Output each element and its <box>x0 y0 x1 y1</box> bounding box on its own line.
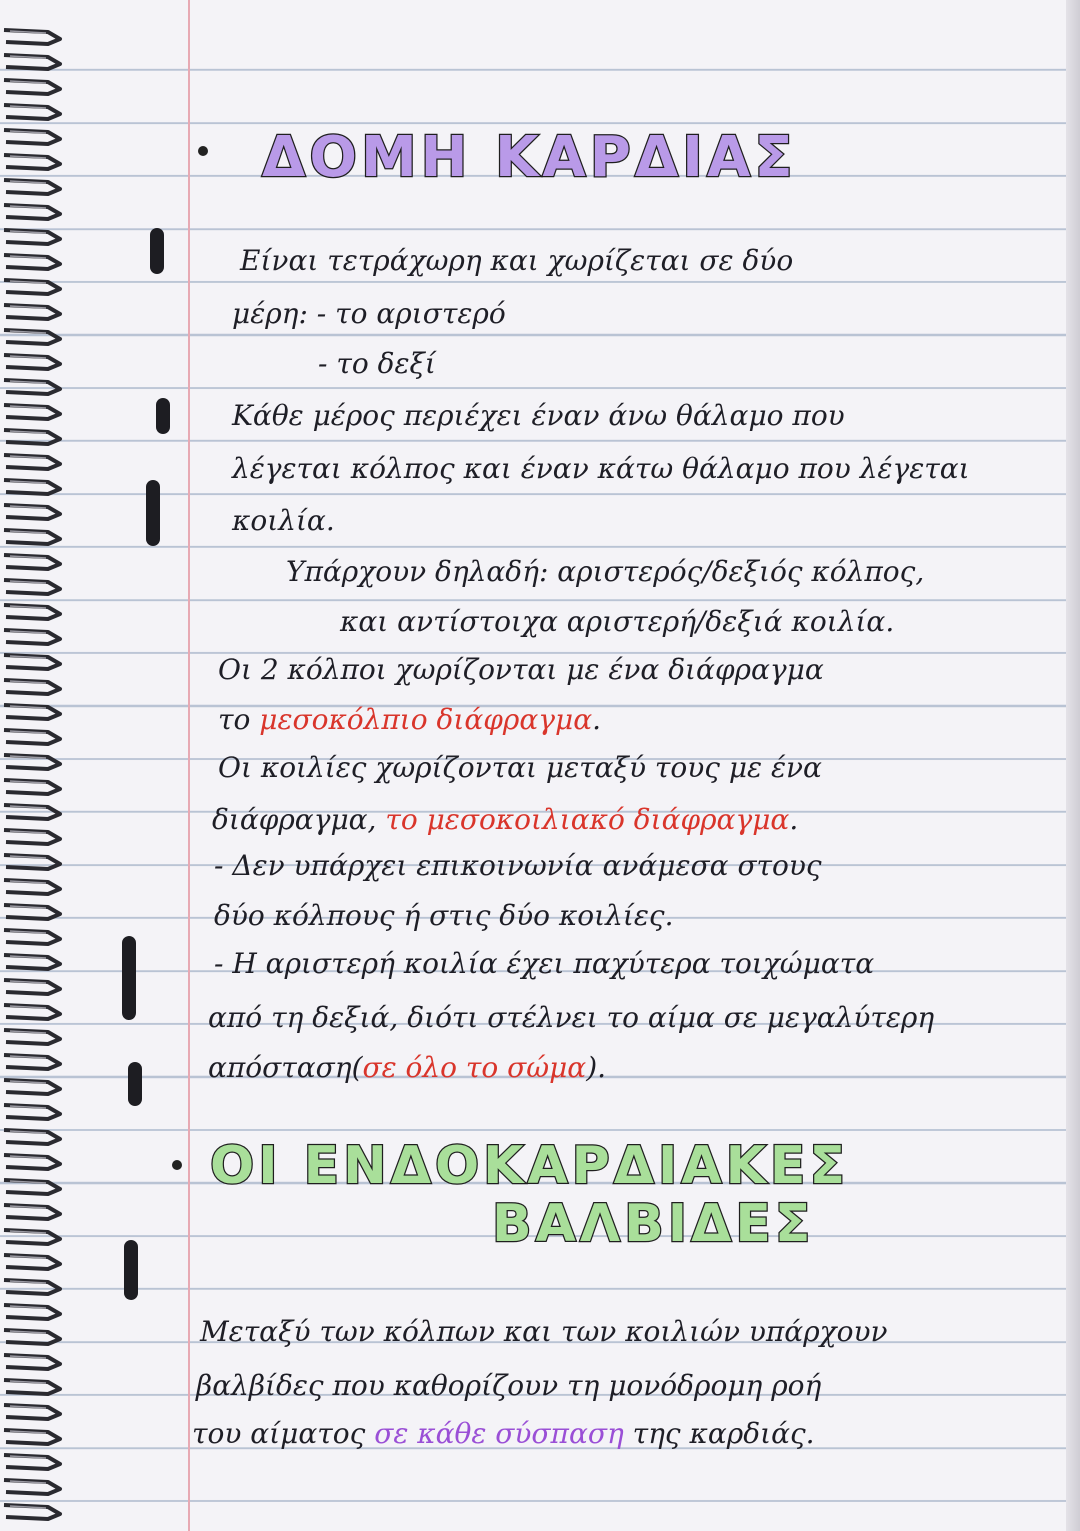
punch-hole <box>150 228 164 274</box>
spiral-ring <box>4 580 60 594</box>
text-line: κοιλία. <box>232 504 335 537</box>
spiral-ring <box>4 505 60 519</box>
text-line-septum-2 <box>212 803 799 836</box>
text-prefix: το <box>218 703 260 736</box>
text-suffix: ). <box>586 1051 607 1084</box>
text-line: Μεταξύ των κόλπων και των κοιλιών υπάρχουν <box>200 1315 888 1348</box>
text-line: βαλβίδες που καθορίζουν τη μονόδρομη ροή <box>196 1369 822 1402</box>
spiral-ring <box>4 1230 60 1244</box>
text-line: μέρη: - το αριστερό <box>232 297 506 330</box>
margin-line <box>188 0 190 1531</box>
text-line: από τη δεξιά, διότι στέλνει το αίμα σε μεγαλύτερη <box>208 1001 935 1034</box>
spiral-ring <box>4 930 60 944</box>
spiral-ring <box>4 1055 60 1069</box>
text-line: Οι κοιλίες χωρίζονται μεταξύ τους με ένα <box>218 751 822 784</box>
punch-hole <box>128 1062 142 1106</box>
highlight-interventricular-septum: το μεσοκοιλιακό διάφραγμα <box>385 803 790 836</box>
spiral-ring <box>4 780 60 794</box>
spiral-ring <box>4 480 60 494</box>
text-prefix: απόσταση( <box>208 1051 363 1084</box>
spiral-ring <box>4 1455 60 1469</box>
spiral-ring <box>4 1330 60 1344</box>
spiral-ring <box>4 730 60 744</box>
text-line-distance <box>208 1051 607 1084</box>
spiral-ring <box>4 1255 60 1269</box>
spiral-ring <box>4 230 60 244</box>
spiral-ring <box>4 880 60 894</box>
text-prefix: του αίματος <box>192 1417 375 1450</box>
punch-hole <box>146 480 160 546</box>
spiral-ring <box>4 1005 60 1019</box>
spiral-ring <box>4 1205 60 1219</box>
text-suffix: . <box>592 703 602 736</box>
spiral-ring <box>4 1380 60 1394</box>
text-line: δύο κόλπους ή στις δύο κοιλίες. <box>214 899 674 932</box>
spiral-ring <box>4 380 60 394</box>
spiral-ring <box>4 1030 60 1044</box>
text-line: Κάθε μέρος περιέχει έναν άνω θάλαμο που <box>232 399 845 432</box>
spiral-ring <box>4 105 60 119</box>
spiral-ring <box>4 680 60 694</box>
spiral-ring <box>4 1280 60 1294</box>
text-line: - Η αριστερή κοιλία έχει παχύτερα τοιχώματα <box>214 947 875 980</box>
spiral-ring <box>4 330 60 344</box>
text-prefix: διάφραγμα, <box>212 803 386 836</box>
spiral-ring <box>4 455 60 469</box>
heading-valves-line1: ΟΙ ΕΝΔΟΚΑΡΔΙΑΚΕΣ <box>210 1136 849 1196</box>
text-line: λέγεται κόλπος και έναν κάτω θάλαμο που λέγεται <box>232 452 970 485</box>
bullet-dot <box>198 146 208 156</box>
text-line: - Δεν υπάρχει επικοινωνία ανάμεσα στους <box>214 849 822 882</box>
spiral-ring <box>4 55 60 69</box>
spiral-ring <box>4 805 60 819</box>
spiral-ring <box>4 80 60 94</box>
spiral-ring <box>4 130 60 144</box>
spiral-rings-icon <box>0 0 80 1531</box>
spiral-ring <box>4 205 60 219</box>
heading-valves-line2: ΒΑΛΒΙΔΕΣ <box>492 1194 815 1254</box>
punch-hole <box>122 936 136 1020</box>
spiral-ring <box>4 1355 60 1369</box>
spiral-ring <box>4 980 60 994</box>
spiral-ring <box>4 655 60 669</box>
highlight-whole-body: σε όλο το σώμα <box>362 1051 587 1084</box>
text-suffix: . <box>789 803 799 836</box>
spiral-ring <box>4 280 60 294</box>
spiral-ring <box>4 1130 60 1144</box>
spiral-ring <box>4 855 60 869</box>
spiral-ring <box>4 355 60 369</box>
spiral-ring <box>4 1155 60 1169</box>
heading-heart-structure: ΔΟΜΗ ΚΑΡΔΙΑΣ <box>262 125 797 190</box>
spiral-ring <box>4 1505 60 1519</box>
spiral-ring <box>4 1105 60 1119</box>
spiral-ring <box>4 630 60 644</box>
text-line: και αντίστοιχα αριστερή/δεξιά κοιλία. <box>340 605 895 638</box>
text-line: Είναι τετράχωρη και χωρίζεται σε δύο <box>240 244 794 277</box>
text-line: Υπάρχουν δηλαδή: αριστερός/δεξιός κόλπος, <box>286 555 925 588</box>
text-line: - το δεξί <box>318 347 436 380</box>
spiral-ring <box>4 1305 60 1319</box>
punch-hole <box>156 398 170 434</box>
spiral-ring <box>4 605 60 619</box>
spiral-ring <box>4 955 60 969</box>
punch-hole <box>124 1240 138 1300</box>
highlight-each-contraction: σε κάθε σύσπαση <box>374 1417 624 1450</box>
spiral-ring <box>4 905 60 919</box>
spiral-ring <box>4 830 60 844</box>
spiral-ring <box>4 30 60 44</box>
spiral-ring <box>4 1430 60 1444</box>
spiral-ring <box>4 530 60 544</box>
text-line-septum-1 <box>218 703 602 736</box>
spiral-ring <box>4 755 60 769</box>
page-edge <box>1066 0 1080 1531</box>
spiral-ring <box>4 1080 60 1094</box>
spiral-ring <box>4 1405 60 1419</box>
spiral-ring <box>4 430 60 444</box>
spiral-binding <box>0 0 80 1531</box>
text-suffix: της καρδιάς. <box>623 1417 815 1450</box>
spiral-ring <box>4 555 60 569</box>
spiral-ring <box>4 180 60 194</box>
bullet-dot <box>172 1160 182 1170</box>
highlight-interatrial-septum: μεσοκόλπιο διάφραγμα <box>259 703 593 736</box>
text-line-last <box>192 1417 815 1450</box>
spiral-ring <box>4 155 60 169</box>
spiral-ring <box>4 255 60 269</box>
text-line: Οι 2 κόλποι χωρίζονται με ένα διάφραγμα <box>218 653 824 686</box>
spiral-ring <box>4 405 60 419</box>
spiral-ring <box>4 305 60 319</box>
spiral-ring <box>4 1480 60 1494</box>
spiral-ring <box>4 1180 60 1194</box>
spiral-ring <box>4 705 60 719</box>
